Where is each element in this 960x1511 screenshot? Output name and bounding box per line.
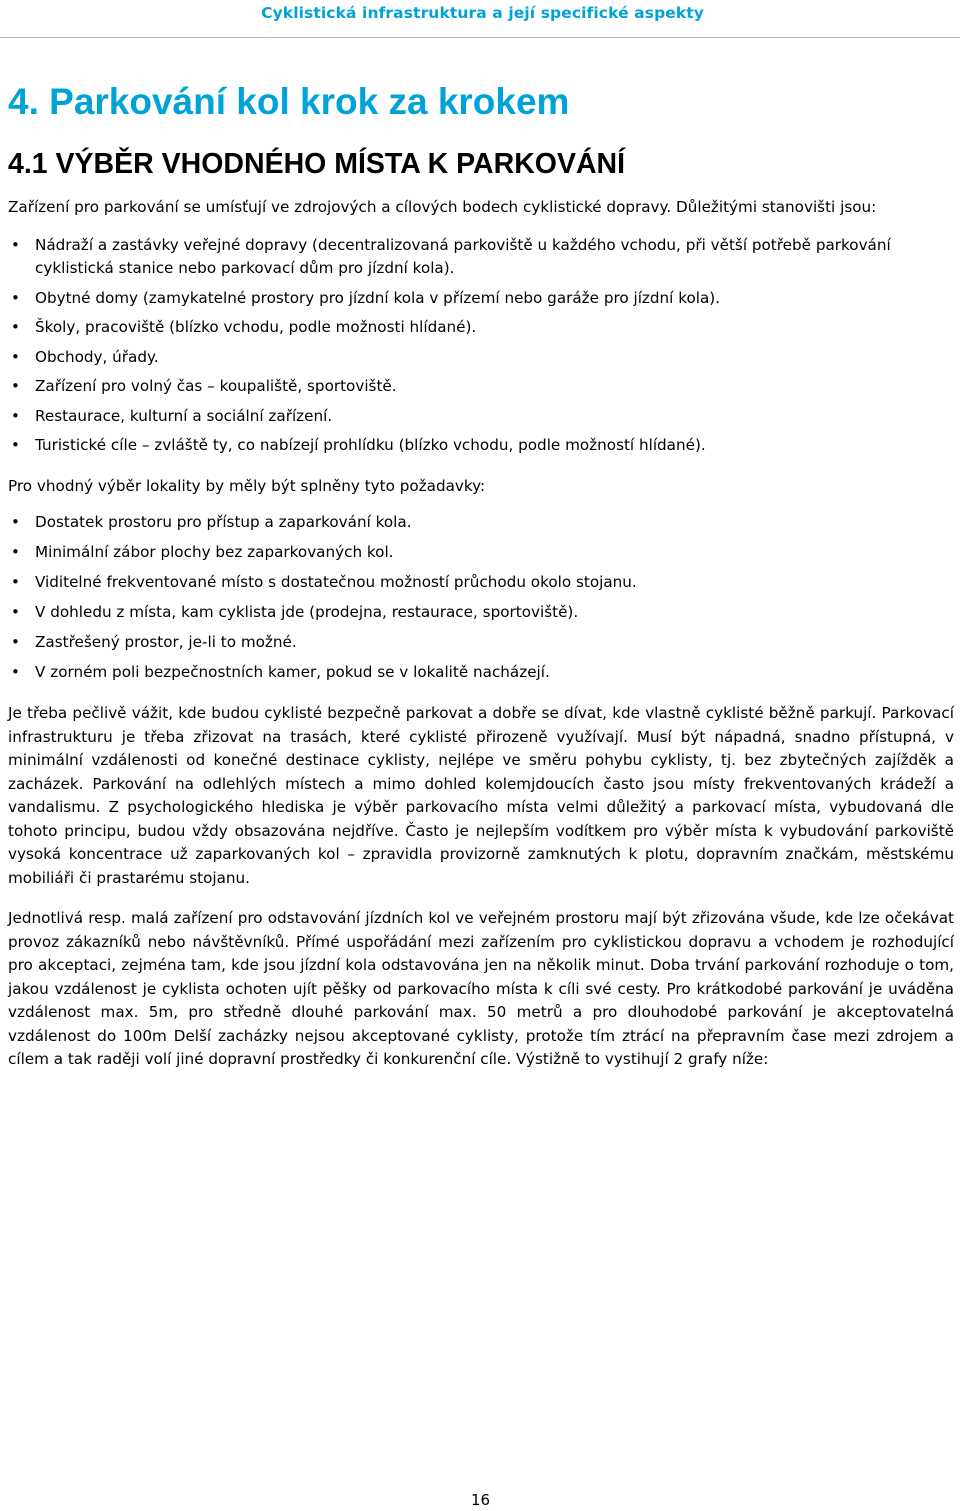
chapter-title: 4. Parkování kol krok za krokem xyxy=(8,81,570,122)
page-number: 16 xyxy=(471,1491,491,1509)
running-header: Cyklistická infrastruktura a její specifické aspekty xyxy=(261,4,704,22)
list-item: • Obytné domy (zamykatelné prostory pro jízdní kola v přízemí nebo garáže pro jízdní kola). xyxy=(8,287,954,311)
list-item: • Turistické cíle – zvláště ty, co nabízejí prohlídku (blízko vchodu, podle možností hlídané). xyxy=(8,434,954,458)
header-rule xyxy=(0,37,960,38)
intro-paragraph: Zařízení pro parkování se umísťují ve zdrojových a cílových bodech cyklistické dopravy. Důležitými stanovišti jsou: xyxy=(8,198,877,216)
list-item: • Obchody, úřady. xyxy=(8,346,954,370)
list-item: • V dohledu z místa, kam cyklista jde (prodejna, restaurace, sportoviště). xyxy=(8,601,954,625)
list-item: • Restaurace, kulturní a sociální zařízení. xyxy=(8,405,954,429)
body-paragraph: Je třeba pečlivě vážit, kde budou cyklisté bezpečně parkovat a dobře se dívat, kde vlastně cyklisté běžně parkují. Parkovací infrastrukturu je třeba zřizovat na trasách, které cyklisté přirozeně využívají. Musí být nápadná, snadno přístupná, v minimální vzdálenosti od konečné destinace cyklisty, nejlépe ve směru pohybu cyklisty, tj. bez zbytečných zajížděk a zacházek. Parkování na odlehlých místech a mimo dohled kolemjdoucích často jsou místy frekventovaných krádeží a vandalismu. Z psychologického hlediska je výběr parkovacího místa velmi důležitý a parkovací místa, vybudovaná dle tohoto principu, budou vždy obsazována nejdříve. Často je nejlepším vodítkem pro výběr místa k vybudování parkoviště vysoká koncentrace už zaparkovaných kol – zpravidla provizorně zamknutých k plotu, dopravním značkám, městskému mobiliáři či prastarému stojanu. xyxy=(8,704,954,887)
list-item: • Nádraží a zastávky veřejné dopravy (decentralizovaná parkoviště u každého vchodu, při větší potřebě parkování cyklistická stanice nebo parkovací dům pro jízdní kola). xyxy=(8,234,954,281)
list-item: • Školy, pracoviště (blízko vchodu, podle možnosti hlídané). xyxy=(8,316,954,340)
list-item: • V zorném poli bezpečnostních kamer, pokud se v lokalitě nacházejí. xyxy=(8,661,954,685)
requirements-intro: Pro vhodný výběr lokality by měly být splněny tyto požadavky: xyxy=(8,476,486,495)
list-item: • Viditelné frekventované místo s dostatečnou možností průchodu okolo stojanu. xyxy=(8,571,954,595)
document-body xyxy=(8,196,954,1072)
requirements-list xyxy=(8,511,954,685)
list-item: • Minimální zábor plochy bez zaparkovaných kol. xyxy=(8,541,954,565)
list-item: • Dostatek prostoru pro přístup a zaparkování kola. xyxy=(8,511,954,535)
body-paragraph: Jednotlivá resp. malá zařízení pro odstavování jízdních kol ve veřejném prostoru mají být zřizována všude, kde lze očekávat provoz zákazníků nebo návštěvníků. Přímé uspořádání mezi zařízením pro cyklistickou dopravu a vchodem je rozhodující pro akceptaci, zejména tam, kde jsou jízdní kola odstavována jen na několik minut. Doba trvání parkování rozhoduje o tom, jakou vzdálenost je cyklista ochoten ujít pěšky od parkovacího místa k cíli své cesty. Pro krátkodobé parkování je uváděna vzdálenost max. 5m, pro středně dlouhé parkování max. 50 metrů a pro dlouhodobé parkování je akceptovatelná vzdálenost do 100m Delší zacházky nejsou akceptované cyklisty, protože tím ztrácí na přepravním čase mezi zdrojem a cílem a tak raději volí jiné dopravní prostředky či konkurenční cíle. Výstižně to vystihují 2 grafy níže: xyxy=(8,909,954,1068)
list-item: • Zařízení pro volný čas – koupaliště, sportoviště. xyxy=(8,375,954,399)
locations-list xyxy=(8,234,954,458)
list-item: • Zastřešený prostor, je-li to možné. xyxy=(8,631,954,655)
section-title: 4.1 VÝBĚR VHODNÉHO MÍSTA K PARKOVÁNÍ xyxy=(8,148,626,180)
